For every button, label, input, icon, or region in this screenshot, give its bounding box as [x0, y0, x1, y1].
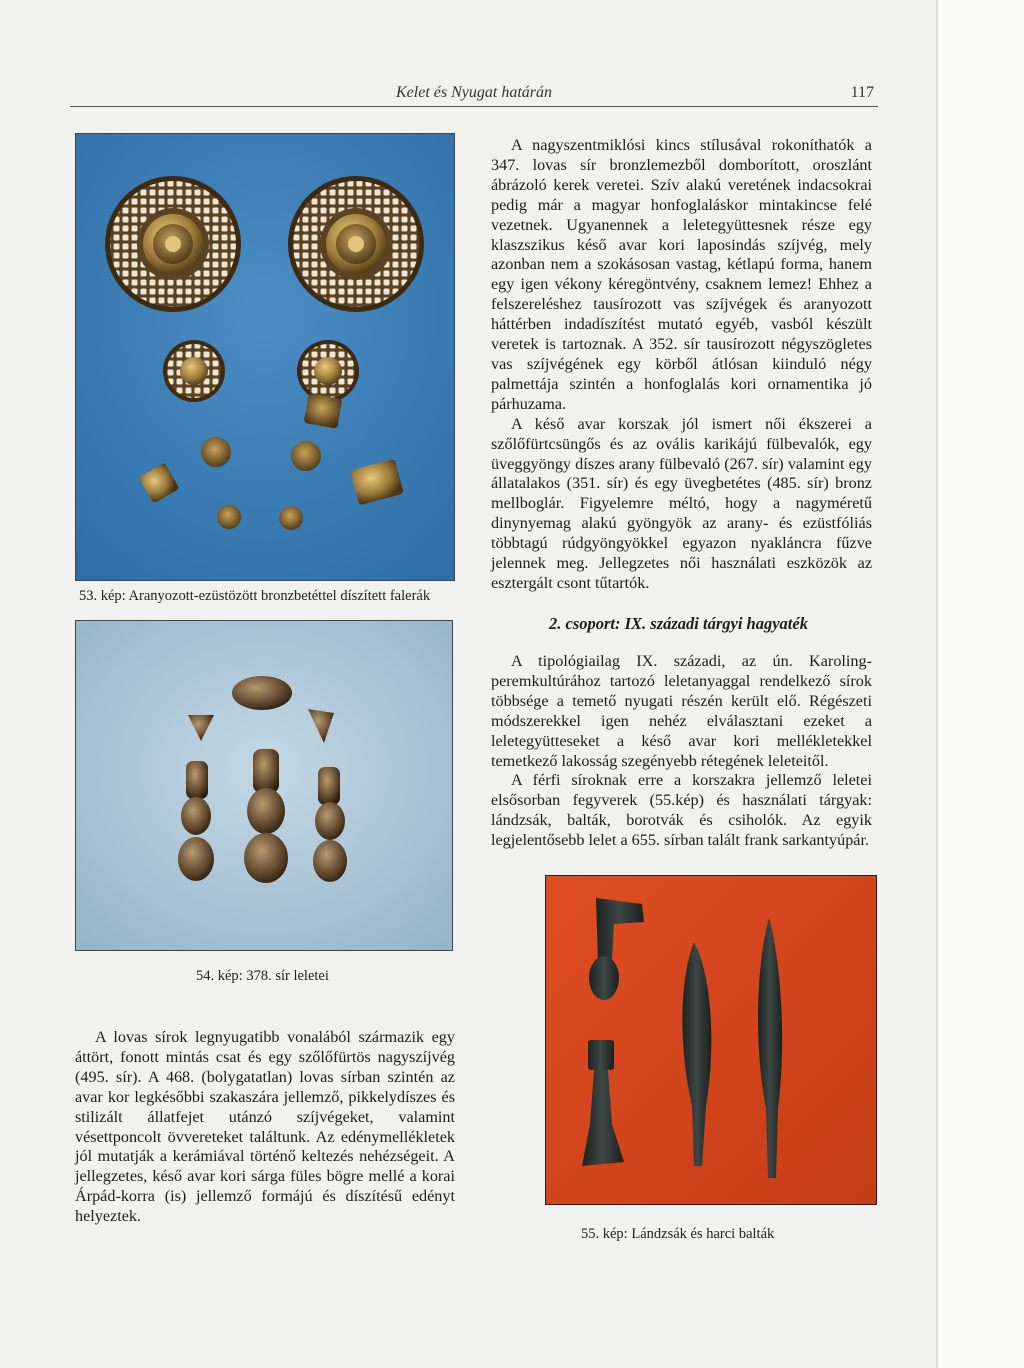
- phalerae-illustration: [76, 134, 454, 580]
- body-text-left-bottom: [75, 1028, 455, 1227]
- figure-55-caption: 55. kép: Lándzsák és harci balták: [581, 1226, 775, 1242]
- paragraph: A nagyszentmiklósi kincs stílusával rokoníthatók a 347. lovas sír bronzlemezből domborított, oroszlánt ábrázoló kerek veretei. Szív alakú veretének indacsokrai pedig már a magyar honfoglaláskor mintakincse felé vezetnek. Ugyanennek a leletegyüttesnek része egy klaszszikus késő avar kori laposindás szíjvég, mely azonban nem a szokásosan vastag, kétlapú forma, hanem egy igen vékony kéregöntvény, csaknem lemez! Ehhez a felszereléshez tausírozott vas szíjvégek és aranyozott háttérben indadíszítést mutató egyéb, vasból készült veretek is tartoznak. A 352. sír tausírozott négyszögletes vas szíjvégének egy körből átlósan kiinduló négy palmettája szintén a honfoglalás kori ornamentika jó párhuzama.: [491, 136, 872, 413]
- page-gutter-shadow: [936, 0, 938, 1368]
- figure-55-photo: [545, 875, 877, 1205]
- paragraph: A tipológiailag IX. századi, az ún. Karoling-peremkultúrához tartozó leletanyaggal rendelkező sírok többsége a temető nyugati részén került elő. Régészeti módszerekkel igen nehéz elválasztani ezeket a leletegyütteseket a késő avar kori mellékletekkel temetkező lakosság szegényebb rétegének leleteitől.: [491, 652, 872, 770]
- section-heading: 2. csoport: IX. századi tárgyi hagyaték: [549, 614, 808, 633]
- large-phalera-right: [288, 176, 424, 312]
- figure-53-photo: [75, 133, 455, 581]
- running-header: [70, 84, 878, 107]
- paragraph: A lovas sírok legnyugatibb vonalából származik egy áttört, fonott mintás csat és egy szőlőfürtös nagyszíjvég (495. sír). A 468. (bolygatatlan) lovas sírban szintén az avar kor legkésőbbi szakaszára jellemző, pikkelydíszes és stilizált állatfejet utánzó szíjvégeket, valamint vésettponcolt övvereteket találtunk. Az edénymellékletek jól mutatják a kerámiával történő keltezés nehézségeit. A jellegzetes, késő avar kori sárga füles bögre mellé a korai Árpád-korra (is) jellemző formájú és díszítésű edényt helyeztek.: [75, 1028, 455, 1226]
- medium-rosette-left: [163, 340, 225, 402]
- paragraph: A férfi síroknak erre a korszakra jellemző leletei elsősorban fegyverek (55.kép) és használati tárgyak: lándzsák, balták, borotvák és csiholók. Az egyik legjelentősebb lelet a 655. sírban talált frank sarkantyúpár.: [491, 771, 872, 850]
- large-phalera-left: [105, 176, 241, 312]
- paragraph: A késő avar korszak jól ismert női ékszerei a szőlőfürtcsüngős és az ovális karikájú fülbevalók, egy üveggyöngy díszes arany fülbevaló (267. sír) valamint egy állatalakos (351. sír) és egy üvegbetétes (485. sír) bronz mellboglár. Figyelemre méltó, hogy a nagyméretű dinynyemag alakú gyöngyök az arany- és ezüstfóliás többtagú rúdgyöngyökkel egyazon nyakláncra fűzve jelennek meg. Jellegzetes női használati eszközök az esztergált csont tűtartók.: [491, 414, 872, 592]
- grave-finds-illustration: [76, 621, 452, 950]
- figure-54-photo: [75, 620, 453, 951]
- body-text-right-top: [491, 136, 872, 594]
- spears-axes-illustration: [546, 876, 876, 1204]
- page-number: 117: [850, 84, 874, 101]
- page-margin: [938, 0, 1024, 1368]
- figure-54-caption: 54. kép: 378. sír leletei: [196, 968, 329, 984]
- heart-mount-top: [232, 676, 292, 710]
- running-title: Kelet és Nyugat határán: [396, 84, 552, 101]
- body-text-right-middle: [491, 652, 872, 851]
- figure-53-caption: 53. kép: Aranyozott-ezüstözött bronzbetéttel díszített falerák: [79, 588, 431, 604]
